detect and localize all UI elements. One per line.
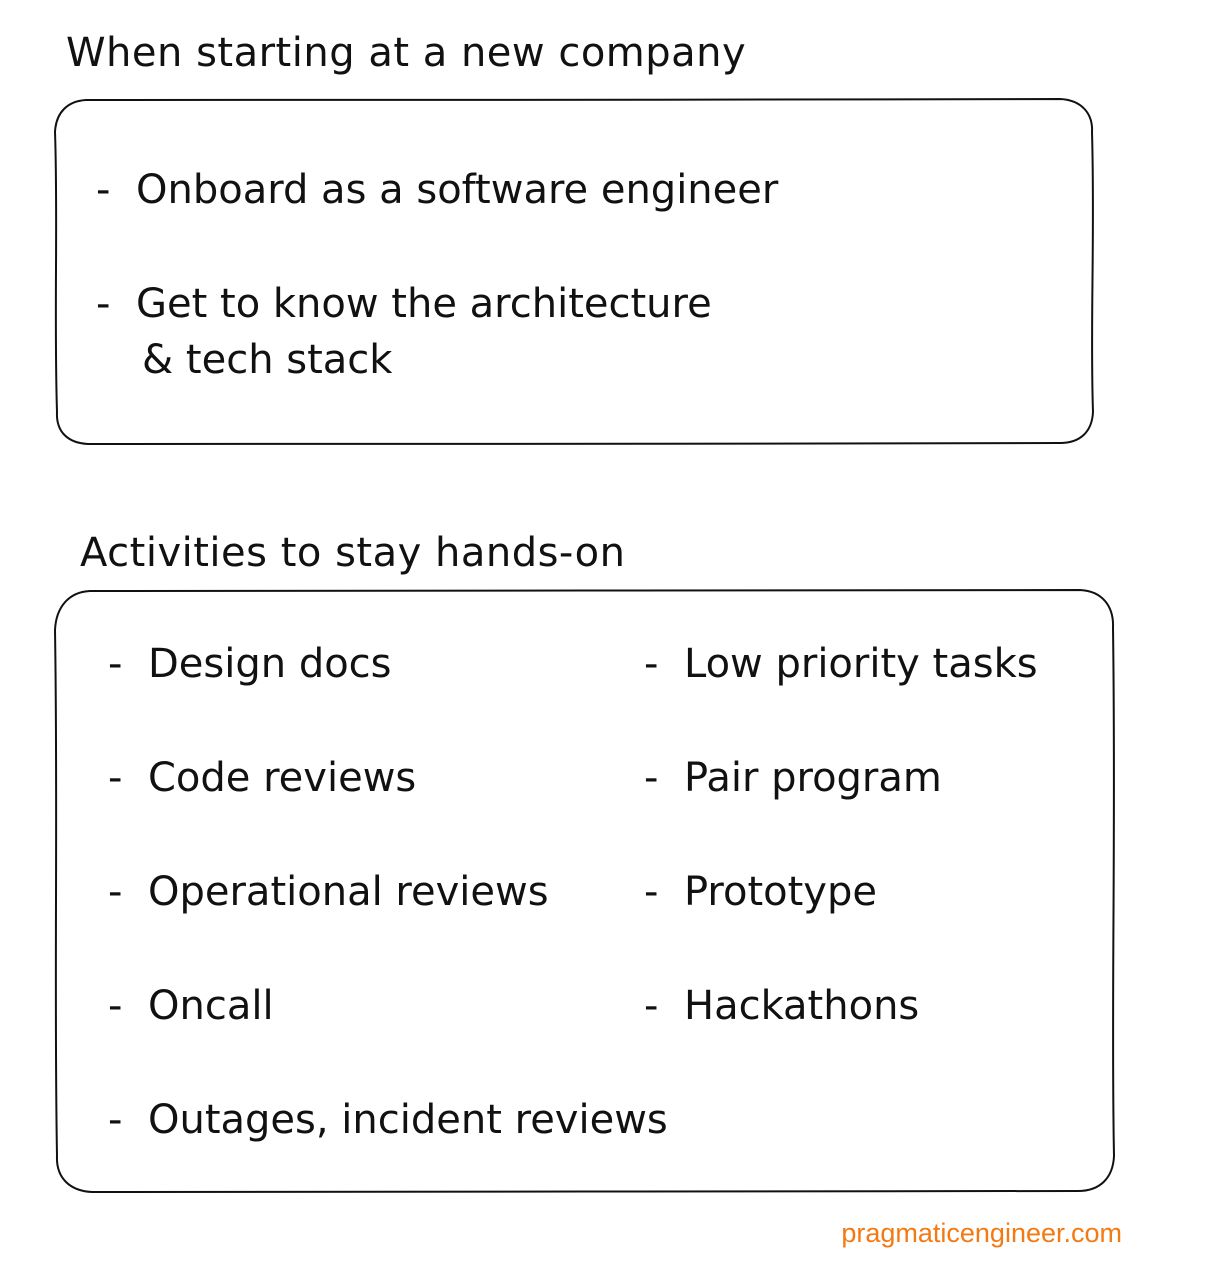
list-item-text: Get to know the architecture [136, 281, 712, 327]
list-dash: - [108, 869, 123, 915]
list-dash: - [644, 869, 659, 915]
list-dash: - [96, 167, 111, 213]
list-dash: - [644, 755, 659, 801]
list-dash: - [96, 281, 111, 327]
section-title-hands-on: Activities to stay hands-on [80, 530, 626, 576]
list-item-text: Onboard as a software engineer [136, 167, 779, 213]
list-dash: - [108, 1097, 123, 1143]
list-item [108, 978, 274, 1034]
list-item-text: Pair program [684, 755, 942, 801]
list-item-text: Oncall [148, 983, 274, 1029]
list-dash: - [644, 641, 659, 687]
new-company-box [52, 96, 1096, 448]
list-item-text: Operational reviews [148, 869, 549, 915]
list-dash: - [108, 983, 123, 1029]
list-item [644, 978, 919, 1034]
list-item [108, 750, 416, 806]
list-item-text: Low priority tasks [684, 641, 1038, 687]
list-item [644, 864, 877, 920]
footer-source-link[interactable]: pragmaticengineer.com [841, 1218, 1122, 1248]
list-dash: - [644, 983, 659, 1029]
list-item [96, 162, 778, 218]
list-item-text: Design docs [148, 641, 392, 687]
list-item-text: Hackathons [684, 983, 920, 1029]
list-item [644, 636, 1038, 692]
new-company-box-outline [52, 96, 1096, 448]
list-item [96, 276, 712, 388]
list-item [108, 864, 549, 920]
hands-on-box [50, 586, 1120, 1198]
list-item-continuation: & tech stack [142, 337, 393, 383]
list-item-text: Outages, incident reviews [148, 1097, 668, 1143]
list-item-text: Prototype [684, 869, 877, 915]
section-title-new-company: When starting at a new company [66, 30, 747, 76]
list-item [108, 1092, 668, 1148]
list-dash: - [108, 641, 123, 687]
list-item-text: Code reviews [148, 755, 417, 801]
list-dash: - [108, 755, 123, 801]
list-item [644, 750, 942, 806]
list-item [108, 636, 392, 692]
